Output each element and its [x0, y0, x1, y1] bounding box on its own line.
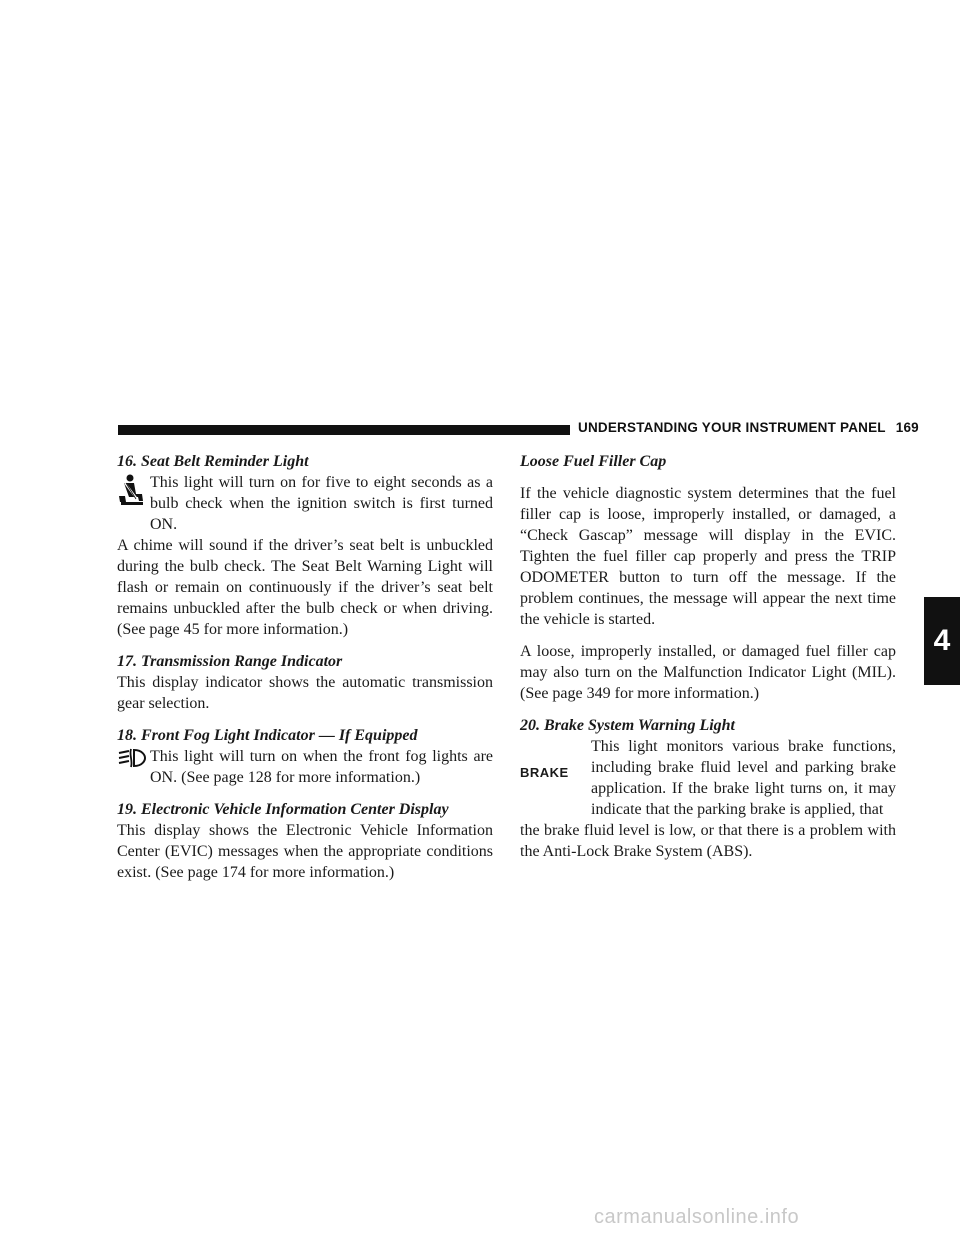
heading-loose-cap: Loose Fuel Filler Cap	[520, 453, 667, 470]
right-column	[520, 451, 896, 862]
header-rule	[118, 425, 570, 435]
page-number: 169	[895, 420, 919, 435]
heading-transmission: 17. Transmission Range Indicator	[117, 653, 343, 670]
watermark: carmanualsonline.info	[594, 1206, 800, 1228]
loose-cap-text-1: If the vehicle diagnostic system determines that the fuel filler cap is loose, improperly installed, or damaged, a “Check Gascap” message will display in the EVIC. Tighten the fuel filler cap properly and press the TRIP ODOMETER button to turn off the message. If the problem continues, the message will appear the next time the vehicle is started.	[520, 485, 896, 628]
loose-cap-text-2: A loose, improperly installed, or damaged fuel filler cap may also turn on the Malfunction Indicator Light (MIL). (See page 349 for more information.)	[520, 643, 896, 702]
heading-evic: 19. Electronic Vehicle Information Center Display	[117, 801, 449, 818]
running-header	[578, 420, 919, 435]
heading-fog-light: 18. Front Fog Light Indicator — If Equipped	[117, 727, 418, 744]
fog-light-text: This light will turn on when the front fog lights are ON. (See page 128 for more information.)	[150, 748, 493, 786]
front-fog-light-icon	[117, 747, 147, 769]
section-title: UNDERSTANDING YOUR INSTRUMENT PANEL	[578, 420, 886, 435]
transmission-text: This display indicator shows the automatic transmission gear selection.	[117, 674, 493, 712]
brake-block	[520, 736, 896, 820]
seat-belt-block	[117, 472, 493, 535]
fog-light-block	[117, 746, 493, 788]
brake-text: the brake fluid level is low, or that there is a problem with the Anti-Lock Brake System (ABS).	[520, 822, 896, 860]
seat-belt-text: A chime will sound if the driver’s seat belt is unbuckled during the bulb check. The Seat Belt Warning Light will flash or remain on continuously if the driver’s seat belt remains unbuckled after the bulb check or when driving. (See page 45 for more information.)	[117, 537, 493, 638]
heading-seat-belt: 16. Seat Belt Reminder Light	[117, 453, 309, 470]
seat-belt-icon	[117, 474, 145, 508]
evic-text: This display shows the Electronic Vehicle Information Center (EVIC) messages when the appropriate conditions exist. (See page 174 for more information.)	[117, 822, 493, 881]
brake-text-indented: This light monitors various brake functions, including brake fluid level and parking brake application. If the brake light turns on, it may indicate that the parking brake is applied, that	[591, 738, 896, 818]
seat-belt-text-indented: This light will turn on for five to eight seconds as a bulb check when the ignition switch is first turned ON.	[150, 474, 493, 533]
brake-warning-icon: BRAKE	[520, 765, 569, 780]
chapter-tab: 4	[924, 597, 960, 685]
heading-brake: 20. Brake System Warning Light	[520, 717, 735, 734]
left-column	[117, 451, 493, 883]
